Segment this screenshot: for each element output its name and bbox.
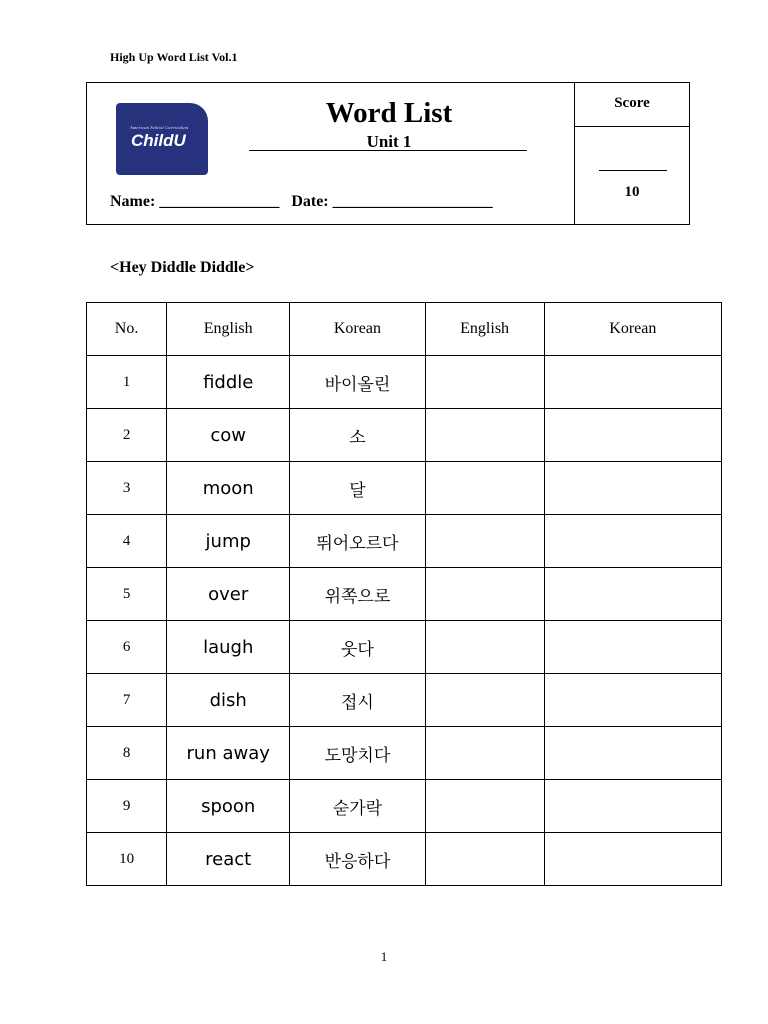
table-row [87,515,722,568]
english-word: cow [167,409,290,462]
section-title: <Hey Diddle Diddle> [110,259,255,276]
score-label: Score [575,83,689,127]
korean-word: 소 [290,409,425,462]
korean-answer-cell[interactable] [544,833,721,886]
korean-word: 위쪽으로 [290,568,425,621]
table-row [87,780,722,833]
row-number: 1 [87,356,167,409]
table-row [87,409,722,462]
header-english: English [167,303,290,356]
english-word: dish [167,674,290,727]
korean-answer-cell[interactable] [544,568,721,621]
table-row [87,674,722,727]
english-answer-cell[interactable] [425,568,544,621]
english-answer-cell[interactable] [425,356,544,409]
row-number: 2 [87,409,167,462]
page-number: 1 [380,949,388,964]
korean-word: 바이올린 [290,356,425,409]
korean-answer-cell[interactable] [544,674,721,727]
table-row [87,356,722,409]
korean-word: 도망치다 [290,727,425,780]
header-box [86,82,690,225]
page-title: Word List [325,97,453,129]
header-main [87,83,574,224]
logo-tagline: American School Curriculum [130,125,189,130]
english-word: moon [167,462,290,515]
table-row [87,621,722,674]
childu-logo [116,103,208,175]
running-head: High Up Word List Vol.1 [110,50,238,64]
table-row [87,727,722,780]
english-answer-cell[interactable] [425,674,544,727]
header-korean: Korean [290,303,425,356]
table-row [87,568,722,621]
english-word: over [167,568,290,621]
header-korean-answer: Korean [544,303,721,356]
word-table [86,302,722,886]
logo-brand: ChildU [131,131,186,150]
english-answer-cell[interactable] [425,462,544,515]
table-row [87,833,722,886]
korean-answer-cell[interactable] [544,727,721,780]
header-english-answer: English [425,303,544,356]
korean-word: 반응하다 [290,833,425,886]
english-answer-cell[interactable] [425,780,544,833]
korean-word: 숟가락 [290,780,425,833]
row-number: 5 [87,568,167,621]
korean-answer-cell[interactable] [544,462,721,515]
row-number: 9 [87,780,167,833]
table-header-row [87,303,722,356]
english-answer-cell[interactable] [425,515,544,568]
unit-subtitle: Unit 1 [366,132,412,151]
name-date-line: Name: _______________ Date: ____________________ [110,193,493,210]
row-number: 3 [87,462,167,515]
row-number: 4 [87,515,167,568]
english-word: react [167,833,290,886]
korean-answer-cell[interactable] [544,515,721,568]
english-word: laugh [167,621,290,674]
korean-answer-cell[interactable] [544,356,721,409]
korean-word: 접시 [290,674,425,727]
row-number: 6 [87,621,167,674]
english-word: jump [167,515,290,568]
english-answer-cell[interactable] [425,727,544,780]
korean-answer-cell[interactable] [544,409,721,462]
english-answer-cell[interactable] [425,621,544,674]
score-blank-line [599,170,667,171]
english-word: run away [167,727,290,780]
row-number: 7 [87,674,167,727]
korean-word: 뛰어오르다 [290,515,425,568]
table-row [87,462,722,515]
korean-word: 웃다 [290,621,425,674]
english-answer-cell[interactable] [425,409,544,462]
english-answer-cell[interactable] [425,833,544,886]
row-number: 10 [87,833,167,886]
header-no: No. [87,303,167,356]
english-word: spoon [167,780,290,833]
korean-word: 달 [290,462,425,515]
korean-answer-cell[interactable] [544,621,721,674]
korean-answer-cell[interactable] [544,780,721,833]
subtitle-underline [249,150,527,151]
english-word: fiddle [167,356,290,409]
score-box [574,83,689,224]
score-total: 10 [624,184,640,200]
row-number: 8 [87,727,167,780]
